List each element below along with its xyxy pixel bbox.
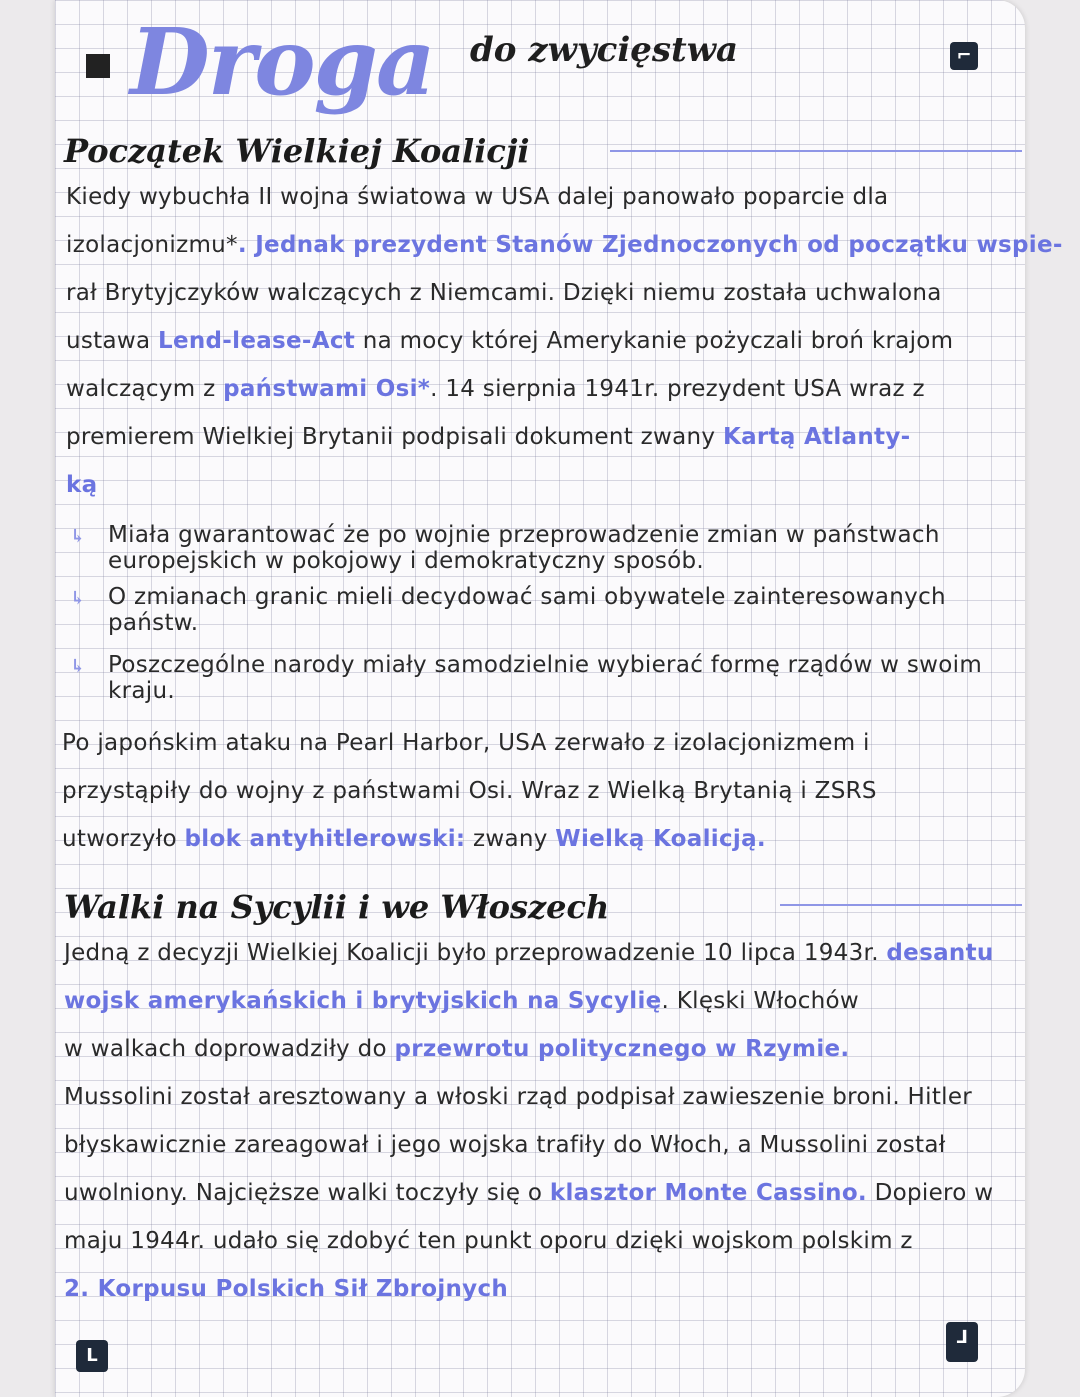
section2-rule — [780, 904, 1022, 906]
text-span: premierem Wielkiej Brytanii podpisali dokument zwany — [66, 424, 723, 450]
bullet-line-cont — [108, 610, 198, 636]
text-line — [64, 1228, 913, 1254]
page-subtitle: do zwycięstwa — [470, 30, 739, 70]
highlighted-term: klasztor Monte Cassino. — [549, 1180, 867, 1206]
text-span: . 14 sierpnia 1941r. prezydent USA wraz z — [430, 376, 925, 402]
section2-heading: Walki na Sycylii i we Włoszech — [64, 888, 610, 926]
text-span: Po japońskim ataku na Pearl Harbor, USA zerwało z izolacjonizmem i — [62, 730, 870, 756]
text-span: rał Brytyjczyków walczących z Niemcami. Dzięki niemu została uchwalona — [66, 280, 942, 306]
text-span: zwany — [465, 826, 556, 852]
text-line — [62, 730, 870, 756]
highlighted-term: ką — [66, 472, 98, 498]
text-line — [66, 376, 925, 402]
text-line — [66, 424, 910, 450]
bullet-arrow-icon: ↳ — [70, 588, 86, 609]
highlighted-term: desantu — [886, 940, 994, 966]
text-line — [64, 1132, 946, 1158]
text-line — [66, 328, 953, 354]
text-line — [64, 1180, 993, 1206]
bullet-arrow-icon: ↳ — [70, 656, 86, 677]
bullet-line-cont — [108, 548, 704, 574]
text-span: Poszczególne narody miały samodzielnie wybierać formę rządów w swoim — [108, 652, 983, 678]
bullet-arrow-icon: ↳ — [70, 526, 86, 547]
bullet-line-cont — [108, 678, 175, 704]
corner-page-icon: ⌐ — [950, 42, 978, 70]
section1-rule — [610, 150, 1022, 152]
text-line — [62, 778, 877, 804]
highlighted-term: Lend-lease-Act — [158, 328, 356, 354]
text-span: w walkach doprowadziły do — [64, 1036, 395, 1062]
text-span: Jedną z decyzji Wielkiej Koalicji było przeprowadzenie 10 lipca 1943r. — [64, 940, 887, 966]
highlighted-term: Wielką Koalicją. — [555, 826, 766, 852]
text-span: europejskich w pokojowy i demokratyczny sposób. — [108, 548, 705, 574]
text-span: utworzyło — [62, 826, 185, 852]
text-line — [64, 1036, 849, 1062]
highlighted-term: przewrotu politycznego w Rzymie. — [394, 1036, 850, 1062]
section1-heading: Początek Wielkiej Koalicji — [64, 132, 530, 170]
text-span: państw. — [108, 610, 199, 636]
text-span: uwolniony. Najcięższe walki toczyły się o — [64, 1180, 550, 1206]
title-bullet-square — [86, 54, 110, 78]
text-line — [64, 1084, 972, 1110]
bullet-line — [108, 652, 982, 678]
text-span: ustawa — [66, 328, 158, 354]
text-span: na mocy której Amerykanie pożyczali broń krajom — [355, 328, 954, 354]
text-span: maju 1944r. udało się zdobyć ten punkt oporu dzięki wojskom polskim z — [64, 1228, 913, 1254]
text-span: kraju. — [108, 678, 175, 704]
text-span: błyskawicznie zareagował i jego wojska trafiły do Włoch, a Mussolini został — [64, 1132, 946, 1158]
highlighted-term: państwami Osi* — [223, 376, 431, 402]
text-span: walczącym z — [66, 376, 224, 402]
text-line — [64, 988, 859, 1014]
text-span: Mussolini został aresztowany a włoski rząd podpisał zawieszenie broni. Hitler — [64, 1084, 973, 1110]
text-line — [66, 472, 97, 498]
text-span: izolacjonizmu* — [66, 232, 238, 258]
text-span: Dopiero w — [866, 1180, 994, 1206]
highlighted-term: 2. Korpusu Polskich Sił Zbrojnych — [64, 1276, 509, 1302]
highlighted-term: . Jednak prezydent Stanów Zjednoczonych od początku wspie- — [237, 232, 1063, 258]
text-line — [66, 280, 942, 306]
text-line — [66, 232, 1063, 258]
highlighted-term: blok antyhitlerowski: — [184, 826, 466, 852]
highlighted-term: wojsk amerykańskich i brytyjskich na Sycylię — [64, 988, 662, 1014]
text-span: Kiedy wybuchła II wojna światowa w USA dalej panowało poparcie dla — [66, 184, 889, 210]
text-line — [62, 826, 766, 852]
text-span: . Klęski Włochów — [661, 988, 860, 1014]
text-line — [66, 184, 888, 210]
highlighted-term: Kartą Atlanty- — [722, 424, 911, 450]
text-span: Miała gwarantować że po wojnie przeprowadzenie zmian w państwach — [108, 522, 940, 548]
bullet-line — [108, 584, 946, 610]
text-span: przystąpiły do wojny z państwami Osi. Wraz z Wielką Brytanią i ZSRS — [62, 778, 877, 804]
bullet-line — [108, 522, 940, 548]
corner-left-icon: L — [76, 1340, 108, 1372]
text-line — [64, 940, 994, 966]
text-line — [64, 1276, 508, 1302]
corner-right-icon: ⅃ — [946, 1322, 978, 1362]
page-title: Droga — [130, 8, 434, 116]
text-span: O zmianach granic mieli decydować sami obywatele zainteresowanych — [108, 584, 946, 610]
